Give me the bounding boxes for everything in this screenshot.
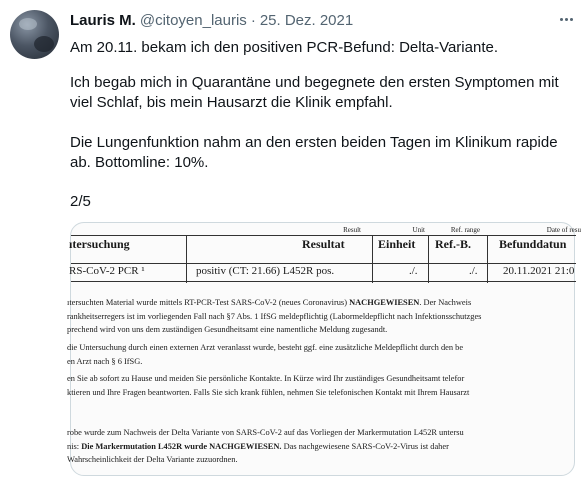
table-divider [428, 235, 429, 283]
col-header-date: Befunddatun [499, 237, 567, 251]
report-text: en Sie ab sofort zu Hause und meiden Sie persönliche Kontakte. In Kürze wird Ihr zuständiges Gesundheitsamt telefor [67, 374, 465, 383]
table-divider [487, 235, 488, 283]
report-text: ktieren und Ihre Fragen beantworten. Falls Sie sich krank fühlen, nehmen Sie telefonischen Kontakt mit Ihrem Hausarzt [67, 387, 470, 397]
report-text: Wahrscheinlichkeit der Delta Variante zuzuordnen. [67, 455, 238, 464]
report-text-line [67, 323, 587, 337]
table-divider [372, 235, 373, 283]
header-separator: · [250, 11, 256, 29]
report-text: en Arzt nach § 6 IfSG. [67, 356, 143, 366]
table-header-rule [71, 263, 576, 264]
report-text: die Untersuchung durch einen externen Arzt veranlasst wurde, besteht ggf. eine zusätzliche Meldepflicht durch den be [67, 343, 464, 352]
table-cell-test: RS-CoV-2 PCR ¹ [69, 265, 145, 277]
col-header-unit: Einheit [378, 237, 416, 251]
tweet-media-image[interactable] [67, 222, 581, 476]
col-subheader-unit: Unit [412, 226, 425, 234]
report-text-line [67, 426, 587, 440]
report-text: prechend wird von uns dem zuständigen Gesundheitsamt eine namentliche Meldung zugesandt. [67, 325, 388, 334]
report-text: ıtersuchten Material wurde mittels RT-PCR-Test SARS-CoV-2 (neues Coronavirus) [67, 298, 350, 307]
table-bottom-rule [71, 281, 576, 282]
tweet-paragraph: Am 20.11. bekam ich den positiven PCR-Befund: Delta-Variante. [70, 39, 498, 56]
table-top-rule [71, 235, 576, 236]
table-cell-date: 20.11.2021 21:0 [503, 265, 575, 277]
report-text: nis: [67, 441, 82, 451]
col-header-ref: Ref.-B. [435, 237, 471, 251]
report-text-line [67, 296, 587, 310]
table-cell-ref: ./. [469, 265, 478, 277]
col-subheader-ref-range: Ref. range [450, 226, 480, 234]
tweet-thread-counter: 2/5 [70, 193, 91, 210]
table-cell-result: positiv (CT: 21.66) L452R pos. [196, 265, 335, 277]
tweet-paragraph: Ich begab mich in Quarantäne und begegnete den ersten Symptomen mit viel Schlaf, bis mein Hausarzt die Klinik empfahl. [70, 74, 559, 111]
avatar-photo-shadow [34, 36, 54, 52]
report-text-line [67, 355, 587, 369]
col-subheader-date: Date of resu [546, 226, 581, 234]
col-header-test: ıtersuchung [69, 237, 130, 251]
report-text-line [67, 372, 587, 386]
report-text-line [67, 341, 587, 355]
report-text: robe wurde zum Nachweis der Delta Variante von SARS-CoV-2 auf das Vorliegen der Markermutation L452R untersu [67, 428, 464, 437]
tweet-paragraph: Die Lungenfunktion nahm an den ersten beiden Tagen im Klinikum rapide ab. Bottomline: 10%. [70, 134, 558, 171]
col-header-result: Resultat [302, 237, 345, 251]
table-divider [186, 235, 187, 283]
report-emphasis: NACHGEWIESEN [349, 298, 420, 307]
report-text: Das nachgewiesene SARS-CoV-2-Virus ist daher [281, 441, 449, 451]
col-subheader-result: Result [343, 226, 361, 234]
table-cell-unit: ./. [409, 265, 418, 277]
report-text-line [67, 310, 587, 324]
more-horizontal-icon[interactable] [555, 10, 577, 28]
tweet-header [70, 10, 353, 30]
tweet-date[interactable]: 25. Dez. 2021 [259, 11, 354, 29]
user-avatar[interactable] [10, 10, 59, 59]
report-text: . Der Nachweis [419, 298, 472, 307]
author-handle[interactable]: @citoyen_lauris [139, 11, 247, 29]
report-text: rankheitserregers ist im vorliegenden Fall nach §7 Abs. 1 IfSG meldepflichtig (Labormeldepflicht nach Infektionsschutzges [67, 311, 482, 321]
report-text-line [67, 440, 587, 454]
report-emphasis: Die Markermutation L452R wurde NACHGEWIESEN. [81, 441, 282, 451]
report-text-line [67, 453, 587, 467]
author-name[interactable]: Lauris M. [70, 11, 136, 29]
report-text-line [67, 386, 587, 400]
avatar-photo-highlight [19, 18, 37, 30]
